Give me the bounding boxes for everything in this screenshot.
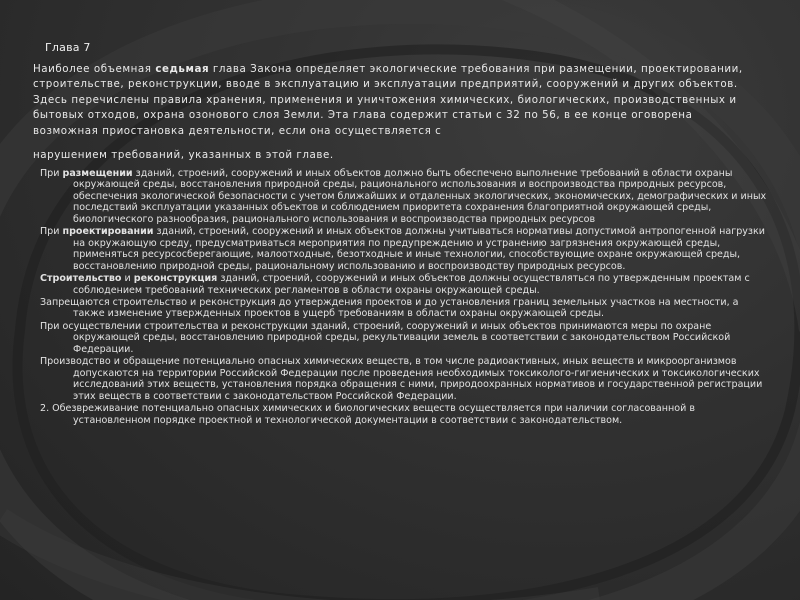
list-item bbox=[40, 273, 770, 296]
intro-text-start: Наиболее объемная bbox=[33, 63, 156, 75]
item-lead: При bbox=[40, 168, 63, 179]
item-keyword: проектировании bbox=[62, 226, 154, 238]
intro-paragraph bbox=[33, 62, 745, 139]
item-keyword-2: реконструкция bbox=[133, 273, 218, 285]
requirements-list bbox=[40, 168, 770, 427]
item-keyword: Строительство bbox=[40, 273, 122, 285]
item-text: Производство и обращение потенциально опасных химических веществ, в том числе радиоактивных, иных веществ и микроорганизмов допускаются на территории Российской Федерации после проведения необходимых токсиколого-гигиенических и токсикологических исследований этих веществ, установления порядка обращения с ними, природоохранных нормативов и государственной регистрации этих веществ в соответствии с законодательством Российской Федерации. bbox=[40, 356, 763, 402]
intro-bold-word: седьмая bbox=[155, 63, 210, 75]
list-item bbox=[40, 297, 770, 320]
item-text: При осуществлении строительства и реконструкции зданий, строений, сооружений и иных объектов принимаются меры по охране окружающей среды, восстановлению природной среды, рекультивации земель в соответствии с законодательством Российской Федерации. bbox=[40, 320, 731, 355]
intro-last-line: нарушением требований, указанных в этой главе. bbox=[33, 149, 334, 161]
item-text: Запрещаются строительство и реконструкция до утверждения проектов и до установления границ земельных участков на местности, а также изменение утвержденных проектов в ущерб требованиям в области охраны окружающей среды. bbox=[40, 296, 739, 320]
item-lead: При bbox=[40, 226, 63, 238]
item-text: 2. Обезвреживание потенциально опасных химических и биологических веществ осуществляется при наличии согласованной в установленном порядке проектной и технологической документации в соответствии с законодательством. bbox=[40, 403, 695, 426]
item-conjunction: и bbox=[121, 273, 134, 285]
list-item bbox=[40, 321, 770, 355]
slide-title: Глава 7 bbox=[45, 41, 91, 54]
list-item bbox=[40, 356, 770, 402]
item-text: зданий, строений, сооружений и иных объектов должны осуществляться по утвержденным проектам с соблюдением требований технических регламентов в области охраны окружающей среды. bbox=[73, 273, 750, 296]
item-keyword: размещении bbox=[62, 168, 133, 179]
intro-text-rest: глава Закона определяет экологические требования при размещении, проектировании, строительстве, реконструкции, вводе в эксплуатацию и эксплуатации предприятий, сооружений и других объектов. Здесь перечислены правила хранения, применения и уничтожения химических, биологических, производственных и бытовых отходов, охрана озонового слоя Земли. Эта глава содержит статьи с 32 по 56, в ее конце оговорена возможная приостановка деятельности, если она осуществляется с bbox=[33, 63, 743, 137]
list-item bbox=[40, 226, 770, 272]
list-item bbox=[40, 403, 770, 426]
list-item bbox=[40, 168, 770, 225]
item-text: зданий, строений, сооружений и иных объектов должны учитываться нормативы допустимой антропогенной нагрузки на окружающую среду, предусматриваться мероприятия по предупреждению и устранению загрязнения окружающей среды, применяться ресурсосберегающие, малоотходные, безотходные и иные технологии, способствующие охране окружающей среды, восстановлению природной среды, рациональному использованию и воспроизводству природных ресурсов. bbox=[73, 226, 765, 272]
item-text: зданий, строений, сооружений и иных объектов должно быть обеспечено выполнение требований в области охраны окружающей среды, восстановления природной среды, рационального использования и воспроизводства природных ресурсов, обеспечения экологической безопасности с учетом ближайших и отдаленных экологических, экономических, демографических и иных последствий эксплуатации указанных объектов и соблюдением приоритета сохранения благоприятной окружающей среды, биологического разнообразия, рационального использования и воспроизводства природных ресурсов bbox=[73, 168, 767, 225]
